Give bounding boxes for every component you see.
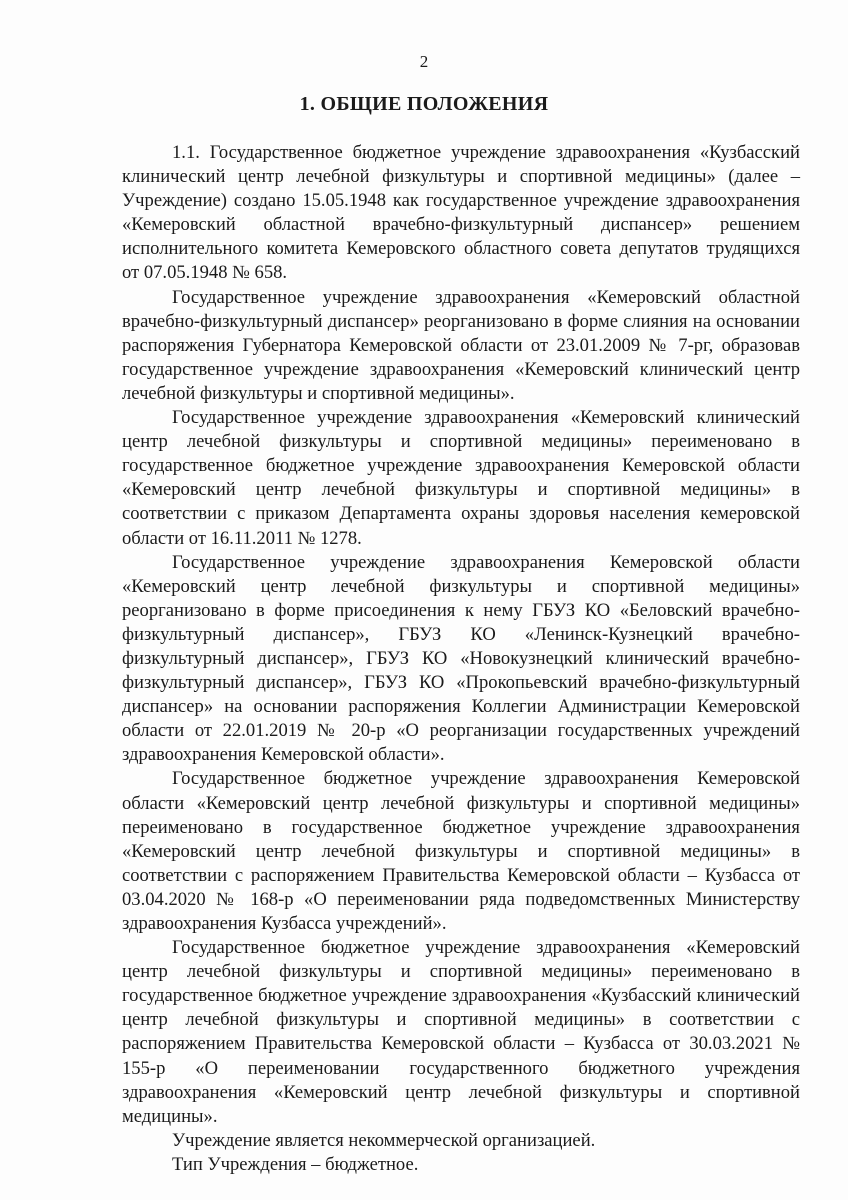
paragraph-reorganization-2019: Государственное учреждение здравоохранения Кемеровской области «Кемеровский центр лечебной физкультуры и спортивной медицины» реорганизовано в форме присоединения к нему ГБУЗ КО «Беловский врачебно-физкультурный диспансер», ГБУЗ КО «Ленинск-Кузнецкий врачебно-физкультурный диспансер», ГБУЗ КО «Новокузнецкий клинический врачебно-физкультурный диспансер», ГБУЗ КО «Прокопьевский врачебно-физкультурный диспансер» на основании распоряжения Коллегии Администрации Кемеровской области от 22.01.2019 № 20-р «О реорганизации государственных учреждений здравоохранения Кемеровской области». <box>122 551 800 766</box>
paragraph-rename-2020: Государственное бюджетное учреждение здравоохранения Кемеровской области «Кемеровский центр лечебной физкультуры и спортивной медицины» переименовано в государственное бюджетное учреждение здравоохранения «Кемеровский центр лечебной физкультуры и спортивной медицины» в соответствии с распоряжением Правительства Кемеровской области – Кузбасса от 03.04.2020 № 168-р «О переименовании ряда подведомственных Министерству здравоохранения Кузбасса учреждений». <box>122 768 800 934</box>
document-body <box>122 141 800 1177</box>
page-number: 2 <box>419 52 429 71</box>
paragraph-rename-2021: Государственное бюджетное учреждение здравоохранения «Кемеровский центр лечебной физкультуры и спортивной медицины» переименовано в государственное бюджетное учреждение здравоохранения «Кузбасский клинический центр лечебной физкультуры и спортивной медицины» в соответствии с распоряжением Правительства Кемеровской области – Кузбасса от 30.03.2021 № 155-р «О переименовании государственного бюджетного учреждения здравоохранения «Кемеровский центр лечебной физкультуры и спортивной медицины». <box>122 937 800 1127</box>
paragraph-noncommercial: Учреждение является некоммерческой организацией. <box>172 1129 596 1151</box>
paragraph-1-1: 1.1. Государственное бюджетное учреждение здравоохранения «Кузбасский клинический центр лечебной физкультуры и спортивной медицины» (далее – Учреждение) создано 15.05.1948 как государственное учреждение здравоохранения «Кемеровский областной врачебно-физкультурный диспансер» решением исполнительного комитета Кемеровского областного совета депутатов трудящихся от 07.05.1948 № 658. <box>122 142 800 284</box>
paragraph-rename-2011: Государственное учреждение здравоохранения «Кемеровский клинический центр лечебной физкультуры и спортивной медицины» переименовано в государственное бюджетное учреждение здравоохранения Кемеровской области «Кемеровский центр лечебной физкультуры и спортивной медицины» в соответствии с приказом Департамента охраны здоровья населения кемеровской области от 16.11.2011 № 1278. <box>122 407 800 549</box>
paragraph-reorganization-2009: Государственное учреждение здравоохранения «Кемеровский областной врачебно-физкультурный диспансер» реорганизовано в форме слияния на основании распоряжения Губернатора Кемеровской области от 23.01.2009 № 7-рг, образовав государственное учреждение здравоохранения «Кемеровский клинический центр лечебной физкультуры и спортивной медицины». <box>122 286 800 404</box>
paragraph-institution-type: Тип Учреждения – бюджетное. <box>172 1153 419 1175</box>
section-title: 1. ОБЩИЕ ПОЛОЖЕНИЯ <box>299 93 549 115</box>
